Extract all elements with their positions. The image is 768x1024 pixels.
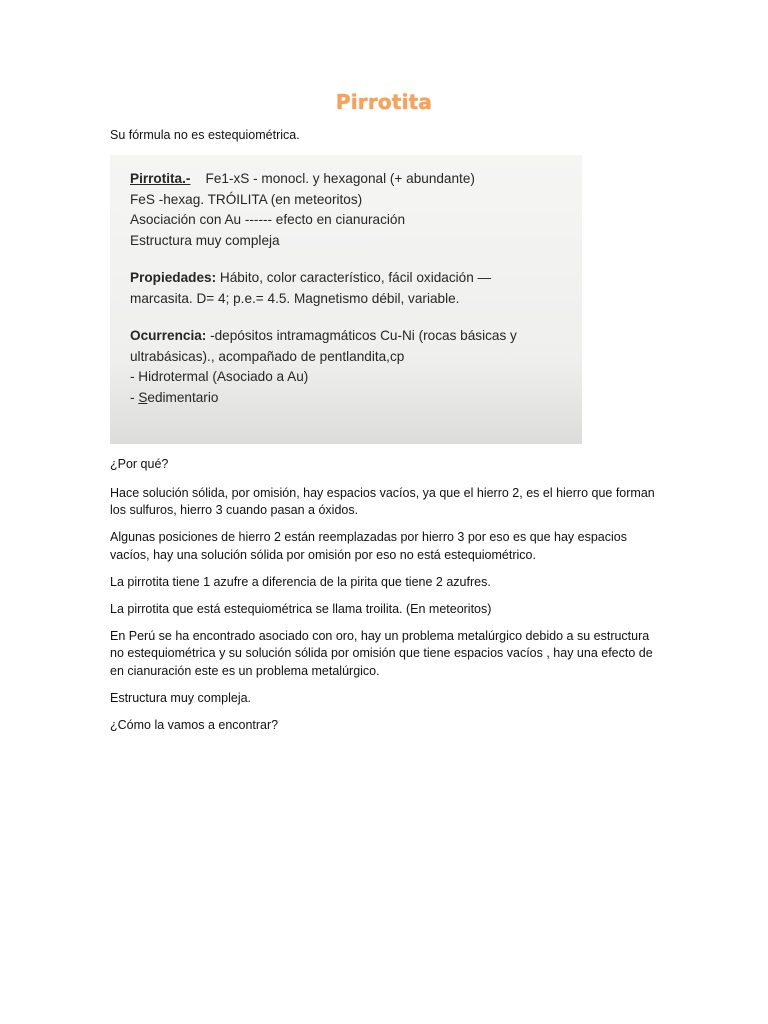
slide-occurrence-text: -depósitos intramagmáticos Cu-Ni (rocas básicas y (210, 328, 517, 343)
paragraph-question-why: ¿Por qué? (110, 457, 169, 471)
slide-underlined-letter: S (138, 389, 148, 405)
slide-heading-properties: Propiedades: (130, 270, 217, 285)
paragraph-structure: Estructura muy compleja. (110, 690, 252, 705)
slide-line-structure: Estructura muy compleja (130, 232, 280, 248)
slide-line-troilita: FeS -hexag. TRÓILITA (en meteoritos) (130, 191, 363, 207)
slide-heading-pirrotita: Pirrotita.- (130, 171, 191, 186)
slide-line-properties (130, 268, 582, 289)
slide-line-occurrence-2: ultrabásicas)., acompañado de pentlandita,cp (130, 348, 405, 364)
paragraph-iron-positions: Algunas posiciones de hierro 2 están reemplazadas por hierro 3 por eso es que hay espacios vacíos, hay una solución sólida por omisión por eso no está estequiométrico. (110, 530, 627, 562)
slide-heading-occurrence: Ocurrencia: (130, 328, 207, 343)
slide-line-association: Asociación con Au ------ efecto en cianuración (130, 212, 406, 227)
paragraph-peru: En Perú se ha encontrado asociado con oro, hay un problema metalúrgico debido a su estructura no estequiométrica y su solución sólida por omisión que tiene espacios vacíos , hay una efecto de en cianuración este es un problema metalúrgico. (110, 628, 653, 678)
slide-properties-text: Hábito, color característico, fácil oxidación — (219, 270, 492, 285)
slide-image (110, 155, 582, 444)
slide-line-formula (130, 169, 582, 190)
slide-line-hydrothermal: - Hidrotermal (Asociado a Au) (130, 369, 309, 384)
slide-bullet-dash: - (130, 389, 139, 405)
slide-sedimentary-rest: edimentario (147, 389, 219, 405)
slide-line-sedimentary (130, 388, 582, 409)
document-title: Pirrotita (335, 90, 433, 114)
paragraph-question-how: ¿Cómo la vamos a encontrar? (110, 717, 279, 732)
slide-formula-text: Fe1-xS - monocl. y hexagonal (+ abundante) (205, 171, 475, 186)
paragraph-troilite: La pirrotita que está estequiométrica se llama troilita. (En meteoritos) (110, 601, 492, 616)
slide-line-occurrence (130, 326, 582, 347)
body-text (110, 456, 658, 744)
paragraph-solid-solution: Hace solución sólida, por omisión, hay espacios vacíos, ya que el hierro 2, es el hierro que forman los sulfuros, hierro 3 cuando pasan a óxidos. (110, 485, 655, 517)
slide-line-properties-2: marcasita. D= 4; p.e.= 4.5. Magnetismo débil, variable. (130, 290, 460, 306)
intro-text: Su fórmula no es estequiométrica. (110, 128, 300, 142)
paragraph-sulfur-count: La pirrotita tiene 1 azufre a diferencia de la pirita que tiene 2 azufres. (110, 574, 491, 589)
